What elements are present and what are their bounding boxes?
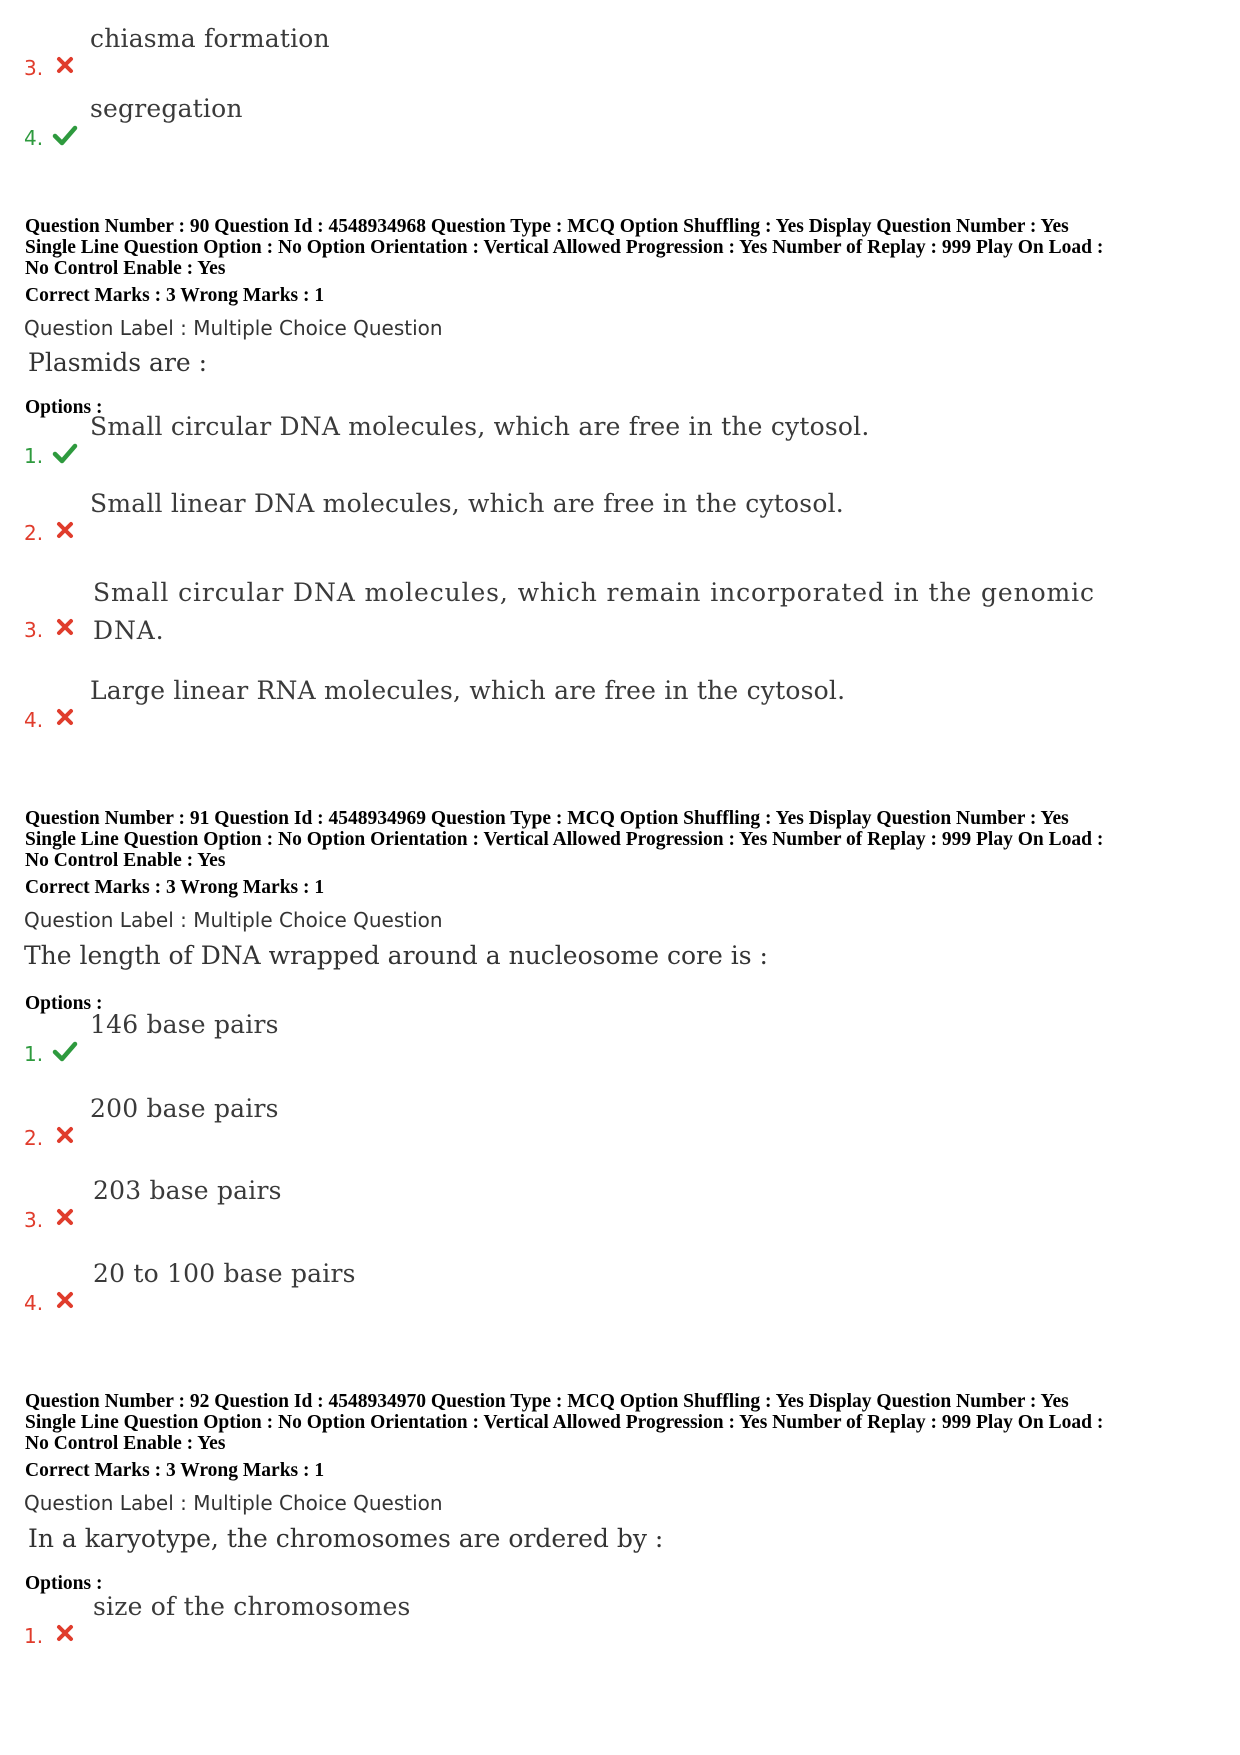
- question-text: In a karyotype, the chromosomes are ordered by :: [28, 1524, 664, 1553]
- option-text-line: DNA.: [93, 616, 165, 645]
- option-item: [0, 1090, 1240, 1150]
- option-item: [0, 1172, 1240, 1232]
- cross-icon: [52, 52, 78, 78]
- check-icon: [52, 440, 78, 466]
- question-meta: [25, 216, 1225, 279]
- option-item: [0, 90, 1240, 150]
- cross-icon: [52, 1122, 78, 1148]
- option-text-line: Small circular DNA molecules, which remain incorporated in the genomic: [93, 578, 1095, 607]
- option-item: [0, 20, 1240, 80]
- option-text: Large linear RNA molecules, which are free in the cytosol.: [90, 676, 846, 705]
- cross-icon: [52, 517, 78, 543]
- option-number: 1.: [24, 444, 44, 468]
- meta-line: Single Line Question Option : No Option Orientation : Vertical Allowed Progression : Yes Number of Replay : 999 Play On Load :: [25, 237, 1104, 258]
- question-text: The length of DNA wrapped around a nucleosome core is :: [24, 941, 768, 970]
- cross-icon: [52, 1620, 78, 1646]
- question-marks: Correct Marks : 3 Wrong Marks : 1: [25, 877, 325, 898]
- option-number: 3.: [24, 56, 44, 80]
- option-text: chiasma formation: [90, 24, 330, 53]
- meta-line: Single Line Question Option : No Option Orientation : Vertical Allowed Progression : Yes Number of Replay : 999 Play On Load :: [25, 1412, 1104, 1433]
- option-number: 3.: [24, 618, 44, 642]
- option-item: [0, 578, 1240, 645]
- question-label: Question Label : Multiple Choice Question: [24, 316, 443, 340]
- option-number: 4.: [24, 708, 44, 732]
- option-number: 1.: [24, 1042, 44, 1066]
- meta-line: No Control Enable : Yes: [25, 1433, 226, 1454]
- option-item: [0, 408, 1240, 468]
- meta-line: No Control Enable : Yes: [25, 850, 226, 871]
- question-marks: Correct Marks : 3 Wrong Marks : 1: [25, 285, 325, 306]
- meta-line: No Control Enable : Yes: [25, 258, 226, 279]
- option-text: size of the chromosomes: [93, 1592, 411, 1621]
- cross-icon: [52, 704, 78, 730]
- option-text: [93, 574, 1095, 650]
- cross-icon: [52, 1287, 78, 1313]
- option-item: [0, 1255, 1240, 1315]
- question-label: Question Label : Multiple Choice Question: [24, 908, 443, 932]
- cross-icon: [52, 614, 78, 640]
- check-icon: [52, 1038, 78, 1064]
- option-item: [0, 1588, 1240, 1648]
- meta-line: Question Number : 92 Question Id : 4548934970 Question Type : MCQ Option Shuffling : Yes Display Question Number : Yes: [25, 1391, 1069, 1412]
- option-number: 1.: [24, 1624, 44, 1648]
- option-text: 20 to 100 base pairs: [93, 1259, 356, 1288]
- option-number: 4.: [24, 1291, 44, 1315]
- options-label: Options :: [25, 397, 103, 418]
- meta-line: Question Number : 91 Question Id : 4548934969 Question Type : MCQ Option Shuffling : Yes Display Question Number : Yes: [25, 808, 1069, 829]
- option-number: 2.: [24, 1126, 44, 1150]
- meta-line: Single Line Question Option : No Option Orientation : Vertical Allowed Progression : Yes Number of Replay : 999 Play On Load :: [25, 829, 1104, 850]
- question-label: Question Label : Multiple Choice Question: [24, 1491, 443, 1515]
- option-text: segregation: [90, 94, 243, 123]
- option-item: [0, 485, 1240, 545]
- options-label: Options :: [25, 993, 103, 1014]
- options-label: Options :: [25, 1573, 103, 1594]
- cross-icon: [52, 1204, 78, 1230]
- meta-line: Question Number : 90 Question Id : 4548934968 Question Type : MCQ Option Shuffling : Yes Display Question Number : Yes: [25, 216, 1069, 237]
- option-number: 2.: [24, 521, 44, 545]
- question-text: Plasmids are :: [28, 348, 208, 377]
- question-meta: [25, 808, 1225, 871]
- option-text: 203 base pairs: [93, 1176, 282, 1205]
- option-number: 4.: [24, 126, 44, 150]
- option-text: 200 base pairs: [90, 1094, 279, 1123]
- question-marks: Correct Marks : 3 Wrong Marks : 1: [25, 1460, 325, 1481]
- check-icon: [52, 122, 78, 148]
- question-meta: [25, 1391, 1225, 1454]
- option-text: 146 base pairs: [90, 1010, 279, 1039]
- option-text: Small linear DNA molecules, which are free in the cytosol.: [90, 489, 844, 518]
- option-number: 3.: [24, 1208, 44, 1232]
- option-text: Small circular DNA molecules, which are free in the cytosol.: [90, 412, 870, 441]
- option-item: [0, 1006, 1240, 1066]
- option-item: [0, 672, 1240, 732]
